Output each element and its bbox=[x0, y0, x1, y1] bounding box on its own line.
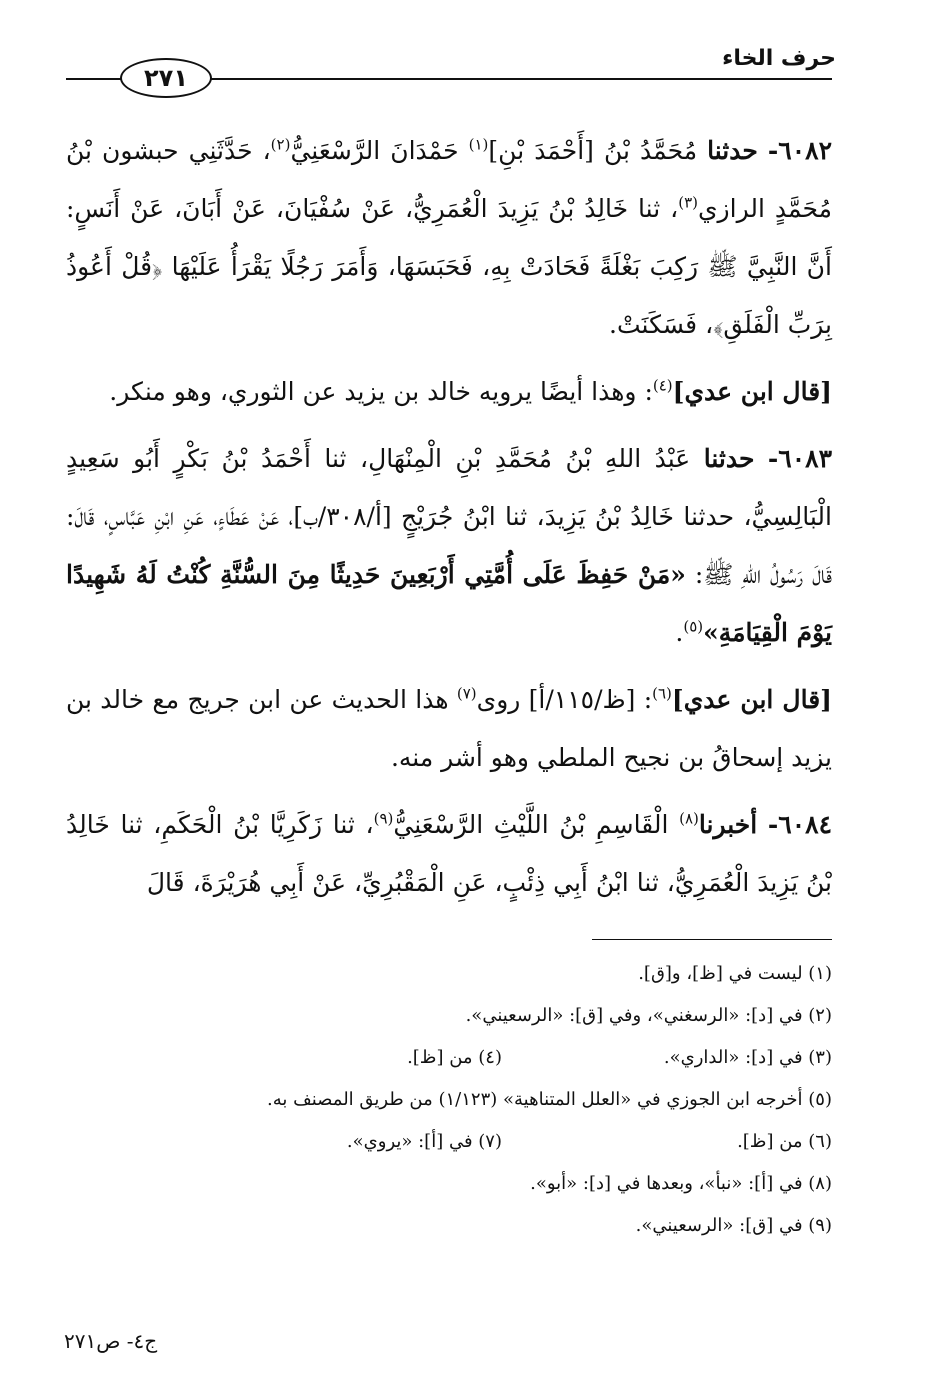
main-text bbox=[66, 122, 832, 921]
footnote-8: (٨) في [أ]: «نبأ»، وبعدها في [د]: «أبو». bbox=[530, 1173, 832, 1194]
footnote-5: (٥) أخرجه ابن الجوزي في «العلل المتناهية» (١/١٢٣) من طريق المصنف به. bbox=[267, 1089, 832, 1110]
footnote-9: (٩) في [ق]: «الرسعيني». bbox=[635, 1215, 832, 1236]
footnote-ref: (٢) bbox=[270, 135, 291, 154]
entry-number: ٦٠٨٢- bbox=[767, 136, 832, 165]
volume-page-footer: ج٤- ص٢٧١ bbox=[64, 1329, 158, 1353]
footnote-ref: (٩) bbox=[373, 809, 394, 828]
page-number-oval: ٢٧١ bbox=[120, 58, 212, 98]
footnote-ref: (٧) bbox=[456, 684, 477, 703]
footnote-rule bbox=[592, 939, 832, 940]
hadith-6082 bbox=[66, 122, 832, 354]
narration-lead: حدثنا bbox=[707, 136, 758, 165]
text-segment: ، حَدَّثَنِي حبشون بْنُ مُحَمَّدٍ الرازي bbox=[66, 136, 833, 223]
footnote-ref: (٥) bbox=[683, 617, 704, 636]
entry-number: ٦٠٨٤- bbox=[767, 810, 832, 839]
prophetic-quote: «مَنْ حَفِظَ عَلَى أُمَّتِي أَرْبَعِينَ حَدِيثًا مِنَ السُّنَّةِ كُنْتُ لَهُ شَهِيدًا يَوْمَ الْقِيَامَةِ» bbox=[66, 560, 832, 647]
footnote-2: (٢) في [د]: «الرسغني»، وفي [ق]: «الرسعيني». bbox=[465, 1005, 832, 1026]
footnote-ref: (٣) bbox=[678, 193, 698, 212]
entry-number: ٦٠٨٣- bbox=[767, 444, 832, 473]
footnote-ref: (٨) bbox=[679, 809, 699, 828]
text-segment: هذا الحديث عن ابن جريج مع خالد بن يزيد إسحاقُ بن نجيح الملطي وهو أشر منه. bbox=[66, 685, 832, 772]
footnote-ref: (٤) bbox=[652, 376, 673, 395]
footnote-7: (٧) في [أ]: «يروي». bbox=[346, 1131, 502, 1152]
text-segment: عَبْدُ اللهِ بْنُ مُحَمَّدِ بْنِ الْمِنْهَالِ، ثنا أَحْمَدُ بْنُ بَكْرٍ أَبُو سَعِيدٍ الْبَالِسِيُّ، حدثنا خَالِدُ بْنُ يَزِيدَ، ثنا ابْنُ جُرَيْجٍ [أ/٣٠٨/ب]، عَنْ عَطَاءٍ، عَنِ ابْنِ عَبَّاسٍ، قَالَ: قَالَ رَسُولُ اللهِ ﷺ: bbox=[66, 444, 832, 589]
footnote-3: (٣) في [د]: «الداري». bbox=[663, 1047, 832, 1068]
speaker-label: [قال ابن عدي] bbox=[671, 685, 832, 714]
footnote-row bbox=[100, 1037, 832, 1079]
speaker-label: [قال ابن عدي] bbox=[672, 377, 832, 406]
footnote-4: (٤) من [ظ]. bbox=[407, 1047, 502, 1068]
text-segment: : [ظ/١١٥/أ] روى bbox=[476, 685, 653, 714]
text-segment: الْقَاسِمِ بْنُ اللَّيْثِ الرَّسْعَنِيُّ bbox=[393, 810, 680, 839]
footnote-ref: (٦) bbox=[652, 684, 672, 703]
footnote-1: (١) ليست في [ظ]، و[ق]. bbox=[638, 963, 832, 984]
hadith-6083 bbox=[66, 430, 832, 662]
footnotes bbox=[100, 953, 832, 1247]
text-segment: حَمْدَانَ الرَّسْعَنِيُّ bbox=[290, 136, 469, 165]
text-segment: مُحَمَّدُ بْنُ [أَحْمَدَ بْنِ] bbox=[488, 136, 708, 165]
footnote-row bbox=[100, 1121, 832, 1163]
footnote-ref: (١) bbox=[468, 135, 489, 154]
footnote-6: (٦) من [ظ]. bbox=[737, 1131, 832, 1152]
hadith-6084 bbox=[66, 796, 832, 912]
narration-lead: أخبرنا bbox=[698, 810, 758, 839]
ibn-adi-comment-1 bbox=[66, 363, 832, 421]
text-segment: ، ثنا خَالِدُ بْنُ يَزِيدَ الْعُمَرِيُّ، عَنْ سُفْيَانَ، عَنْ أَبَانَ، عَنْ أَنَسٍ: أَنَّ النَّبِيَّ ﷺ رَكِبَ بَغْلَةً فَحَادَتْ بِهِ، فَحَبَسَهَا، وَأَمَرَ رَجُلًا يَقْرَأُ عَلَيْهَا ﴿قُلْ أَعُوذُ بِرَبِّ الْفَلَقِ﴾، فَسَكَنَتْ. bbox=[66, 194, 832, 339]
running-title: حرف الخاء bbox=[722, 46, 836, 71]
text-segment: : وهذا أيضًا يرويه خالد بن يزيد عن الثوري، وهو منكر. bbox=[109, 377, 653, 406]
narration-lead: حدثنا bbox=[703, 444, 755, 473]
ibn-adi-comment-2 bbox=[66, 671, 832, 787]
text-segment: ، ثنا زَكَرِيَّا بْنُ الْحَكَمِ، ثنا خَالِدُ بْنُ يَزِيدَ الْعُمَرِيُّ، ثنا ابْنُ أَبِي ذِئْبٍ، عَنِ الْمَقْبُرِيِّ، عَنْ أَبِي هُرَيْرَةَ، قَالَ bbox=[66, 810, 832, 897]
text-segment: . bbox=[675, 618, 684, 647]
